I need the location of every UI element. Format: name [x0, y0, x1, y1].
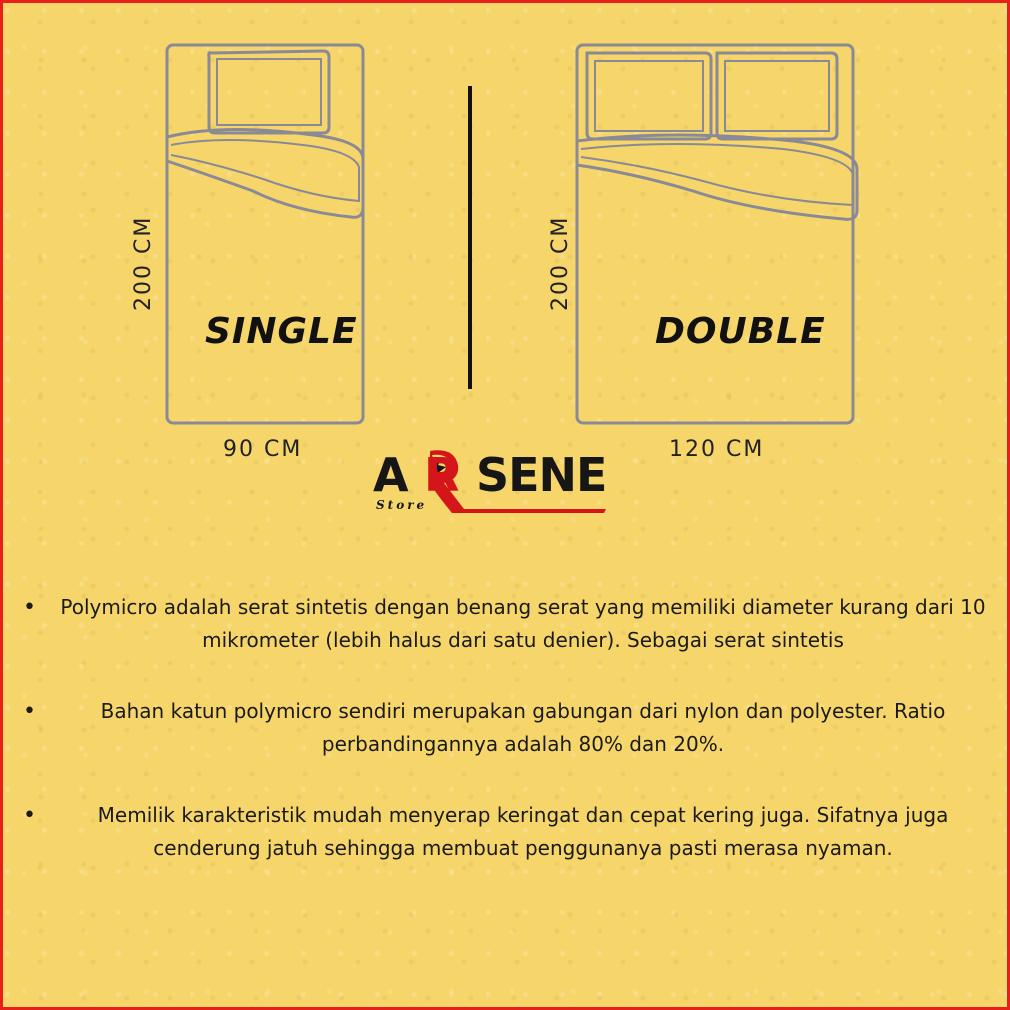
single-bed-label: SINGLE — [205, 311, 358, 352]
single-bed-length: 200 CM — [131, 215, 156, 311]
single-bed-width: 90 CM — [223, 437, 303, 462]
list-item-text: Memilik karakteristik mudah menyerap keringat dan cepat kering juga. Sifatnya juga cenderung jatuh sehingga membuat penggunanya pasti merasa nyaman. — [97, 803, 949, 860]
list-item — [23, 591, 993, 657]
logo-letter-a: A — [373, 448, 408, 502]
list-item-text: Bahan katun polymicro sendiri merupakan gabungan dari nylon dan polyester. Ratio perbandingannya adalah 80% dan 20%. — [100, 699, 946, 756]
arsene-store-logo — [368, 443, 618, 518]
bullet-dot-icon: • — [23, 699, 36, 724]
double-bed-width: 120 CM — [669, 437, 765, 462]
list-item — [23, 695, 993, 761]
list-item-text: Polymicro adalah serat sintetis dengan benang serat yang memiliki diameter kurang dari 10 mikrometer (lebih halus dari satu denier). Sebagai serat sintetis — [60, 595, 986, 652]
logo-store-text: Store — [376, 498, 428, 512]
logo-letter-r: R — [424, 448, 460, 502]
single-bed-outline-icon — [163, 41, 373, 431]
double-bed-label: DOUBLE — [655, 311, 826, 352]
single-bed-illustration — [163, 41, 373, 431]
double-bed-outline-icon — [573, 41, 863, 431]
bullet-dot-icon: • — [23, 595, 36, 620]
logo-word-sene: SENE — [476, 448, 607, 502]
bullet-dot-icon: • — [23, 803, 36, 828]
double-bed-illustration — [573, 41, 863, 431]
bed-divider — [468, 86, 472, 389]
feature-list — [23, 591, 993, 903]
double-bed-length: 200 CM — [548, 215, 573, 311]
list-item — [23, 799, 993, 865]
